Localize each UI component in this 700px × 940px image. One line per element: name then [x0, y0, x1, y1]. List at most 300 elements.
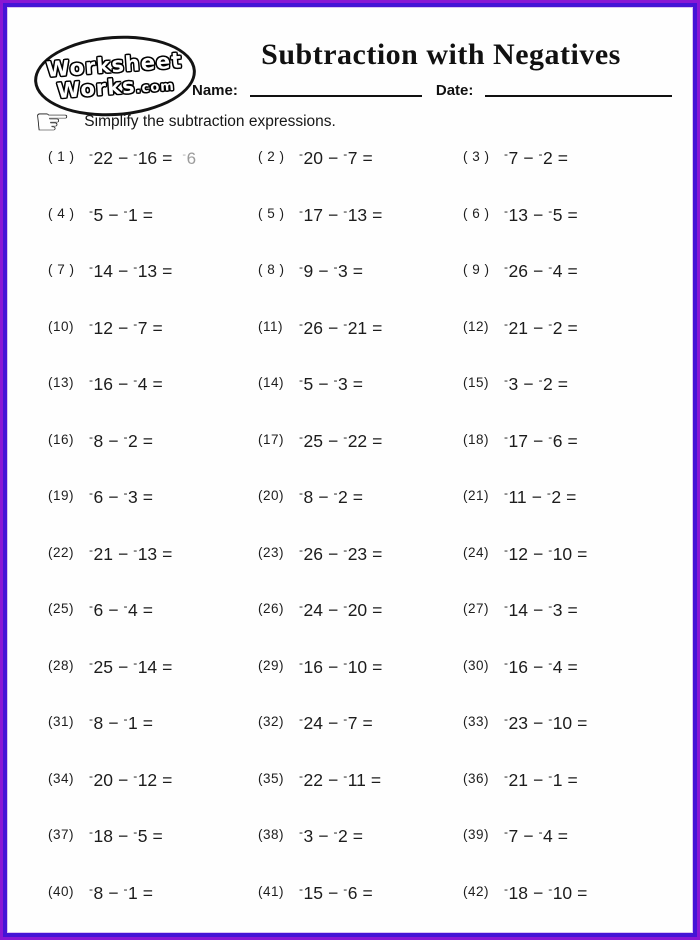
minuend: 24: [303, 713, 323, 733]
negative-sign: -: [299, 599, 303, 613]
problem-expression: [299, 543, 382, 565]
minuend: 22: [303, 769, 323, 790]
minus-operator: −: [318, 374, 329, 394]
subtrahend: 4: [127, 600, 138, 620]
problem: [463, 540, 684, 597]
problem-number: (21): [463, 488, 490, 503]
minuend: 21: [508, 317, 528, 338]
subtrahend: 2: [552, 317, 563, 338]
negative-sign: -: [299, 147, 303, 161]
problem-number: (28): [48, 657, 75, 673]
problem-number: (20): [258, 488, 285, 503]
negative-sign: -: [343, 429, 348, 444]
minuend: 16: [93, 374, 113, 394]
problem-number: (29): [258, 657, 285, 673]
subtrahend: 14: [137, 656, 158, 677]
subtrahend: 2: [337, 487, 348, 507]
negative-sign: -: [299, 542, 303, 557]
negative-sign: -: [299, 881, 303, 896]
negative-sign: -: [299, 316, 303, 331]
equals-sign: =: [142, 204, 153, 225]
problem-number: (37): [48, 827, 75, 842]
subtrahend: 10: [552, 713, 573, 733]
negative-sign: -: [299, 655, 303, 670]
minus-operator: −: [108, 487, 119, 507]
negative-sign: -: [133, 768, 138, 783]
problem: [463, 314, 684, 371]
problem: [48, 822, 258, 879]
subtrahend: 6: [552, 430, 563, 451]
negative-sign: -: [504, 768, 508, 783]
minus-operator: −: [108, 882, 119, 903]
negative-sign: -: [343, 147, 348, 161]
equals-sign: =: [362, 148, 373, 168]
subtrahend: 23: [347, 543, 368, 564]
equals-sign: =: [142, 430, 153, 451]
logo-line1: Worksheet: [45, 47, 183, 82]
equals-sign: =: [370, 769, 382, 790]
problem: [48, 144, 258, 201]
name-label: Name:: [192, 82, 238, 99]
equals-sign: =: [577, 543, 588, 564]
equals-sign: =: [567, 769, 578, 790]
minus-operator: −: [318, 487, 329, 507]
subtrahend: 7: [347, 148, 358, 168]
problem: [48, 540, 258, 597]
problem-expression: [299, 656, 382, 678]
subtrahend: 5: [137, 826, 148, 846]
problem-expression: [89, 825, 163, 847]
minuend: 8: [93, 430, 104, 451]
negative-sign: -: [133, 147, 138, 161]
problem: [48, 427, 258, 484]
negative-sign: -: [299, 825, 303, 839]
negative-sign: -: [504, 712, 508, 726]
minuend: 16: [508, 656, 528, 677]
problem-number: (39): [463, 827, 490, 842]
subtrahend: 1: [127, 713, 138, 733]
problem-number: (33): [463, 714, 490, 729]
minuend: 8: [303, 487, 314, 507]
answer-value: 6: [186, 149, 197, 168]
minus-operator: −: [523, 148, 534, 168]
equals-sign: =: [567, 317, 578, 338]
problem-number: (26): [258, 601, 285, 616]
problem-number: (17): [258, 431, 285, 447]
minuend: 26: [303, 543, 323, 564]
minus-operator: −: [108, 204, 119, 225]
problem: [463, 201, 684, 258]
problem-expression: [89, 260, 172, 282]
equals-sign: =: [142, 487, 153, 507]
problem: [48, 653, 258, 710]
problem-expression: [504, 260, 578, 282]
negative-sign: -: [343, 203, 348, 218]
negative-sign: -: [504, 486, 508, 500]
problem-expression: [504, 486, 576, 508]
subtrahend: 4: [137, 374, 148, 394]
negative-sign: -: [133, 316, 138, 331]
subtrahend: 6: [347, 882, 358, 903]
minuend: 21: [508, 769, 528, 790]
problem-expression: [504, 147, 568, 169]
negative-sign: -: [89, 655, 93, 670]
minus-operator: −: [532, 882, 544, 903]
problem: [258, 483, 463, 540]
equals-sign: =: [577, 713, 588, 733]
subtrahend: 13: [347, 204, 368, 225]
problem-expression: [504, 204, 578, 226]
subtrahend: 3: [127, 487, 138, 507]
negative-sign: -: [133, 542, 138, 557]
negative-sign: -: [504, 825, 508, 839]
problem: [258, 201, 463, 258]
negative-sign: -: [133, 373, 138, 387]
problem-number: (13): [48, 375, 75, 390]
problem-number: (27): [463, 601, 490, 616]
problem-expression: [299, 825, 363, 847]
problem-number: (19): [48, 488, 75, 503]
problem: [48, 709, 258, 766]
negative-sign: -: [538, 825, 543, 839]
problem: [258, 427, 463, 484]
problem-expression: [299, 769, 381, 791]
minuend: 20: [303, 148, 323, 168]
problem-expression: [299, 712, 373, 734]
minus-operator: −: [117, 769, 129, 790]
negative-sign: -: [89, 203, 93, 218]
name-date-row: [192, 82, 672, 99]
problem-number: ( 4 ): [48, 205, 75, 221]
negative-sign: -: [89, 881, 93, 896]
problem: [463, 822, 684, 879]
equals-sign: =: [142, 600, 153, 620]
problem: [463, 483, 684, 540]
minus-operator: −: [327, 543, 339, 564]
minus-operator: −: [327, 600, 339, 620]
minus-operator: −: [117, 148, 129, 168]
problem: [48, 257, 258, 314]
minuend: 24: [303, 600, 323, 620]
minuend: 14: [508, 600, 528, 620]
negative-sign: -: [504, 881, 508, 896]
negative-sign: -: [89, 825, 93, 839]
subtrahend: 13: [137, 261, 158, 281]
problem-expression: [299, 373, 363, 395]
negative-sign: -: [333, 825, 338, 839]
equals-sign: =: [557, 374, 568, 394]
subtrahend: 3: [337, 374, 348, 394]
problem-number: ( 2 ): [258, 149, 285, 164]
problem-expression: [89, 712, 153, 734]
subtrahend: 10: [347, 656, 368, 677]
minuend: 12: [508, 543, 528, 564]
problem: [258, 314, 463, 371]
problem-number: (31): [48, 714, 75, 729]
instruction-row: [33, 101, 672, 142]
negative-sign: -: [89, 712, 93, 726]
equals-sign: =: [372, 543, 383, 564]
problem: [48, 314, 258, 371]
subtrahend: 10: [552, 882, 573, 903]
negative-sign: -: [504, 147, 508, 161]
negative-sign: -: [133, 260, 138, 274]
problem-expression: [299, 882, 373, 904]
minus-operator: −: [117, 374, 129, 394]
minuend: 21: [93, 543, 113, 564]
equals-sign: =: [567, 600, 578, 620]
negative-sign: -: [548, 655, 553, 670]
negative-sign: -: [343, 712, 348, 726]
problem-expression: [89, 656, 172, 678]
negative-sign: -: [504, 542, 508, 557]
handwritten-answer: [182, 149, 196, 168]
negative-sign: -: [548, 599, 553, 613]
equals-sign: =: [567, 430, 578, 451]
problem-expression: [89, 430, 153, 452]
subtrahend: 22: [347, 430, 368, 451]
problem: [258, 257, 463, 314]
negative-sign: -: [538, 147, 543, 161]
name-line: [250, 83, 422, 97]
minus-operator: −: [327, 713, 339, 733]
problem-expression: [504, 825, 568, 847]
minus-operator: −: [327, 317, 339, 338]
equals-sign: =: [372, 430, 383, 451]
negative-sign: -: [548, 712, 553, 726]
minus-operator: −: [327, 769, 339, 790]
minuend: 25: [303, 430, 323, 451]
minus-operator: −: [327, 882, 339, 903]
negative-sign: -: [548, 260, 553, 274]
subtrahend: 5: [552, 204, 563, 225]
minuend: 5: [93, 204, 104, 225]
negative-sign: -: [548, 316, 553, 331]
equals-sign: =: [142, 713, 153, 733]
problem: [258, 653, 463, 710]
equals-sign: =: [352, 261, 363, 281]
pointing-hand-icon: ☞: [33, 101, 71, 142]
equals-sign: =: [362, 713, 373, 733]
problem: [258, 370, 463, 427]
minus-operator: −: [117, 826, 129, 846]
problem: [258, 879, 463, 934]
minus-operator: −: [108, 430, 119, 451]
equals-sign: =: [566, 487, 577, 507]
negative-sign: -: [343, 655, 348, 670]
problems-grid: [48, 144, 684, 933]
negative-sign: -: [123, 881, 128, 896]
problem: [258, 709, 463, 766]
problem-expression: [504, 712, 587, 734]
equals-sign: =: [162, 148, 173, 168]
problem: [258, 596, 463, 653]
negative-sign: -: [548, 768, 553, 783]
minus-operator: −: [108, 600, 119, 620]
problem-number: ( 9 ): [463, 262, 490, 277]
negative-sign: -: [504, 655, 508, 670]
problem-expression: [89, 543, 172, 565]
problem: [258, 766, 463, 823]
minus-operator: −: [523, 826, 534, 846]
subtrahend: 3: [552, 600, 563, 620]
equals-sign: =: [557, 826, 568, 846]
problem-expression: [299, 317, 382, 339]
minus-operator: −: [532, 261, 544, 281]
subtrahend: 2: [127, 430, 138, 451]
negative-sign: -: [548, 542, 553, 557]
minuend: 26: [508, 261, 528, 281]
minuend: 7: [508, 148, 519, 168]
negative-sign: -: [343, 542, 348, 557]
problem-number: (40): [48, 883, 75, 899]
equals-sign: =: [372, 656, 383, 677]
negative-sign: -: [333, 373, 338, 387]
problem-expression: [89, 147, 196, 169]
negative-sign: -: [538, 373, 543, 387]
negative-sign: -: [343, 768, 348, 783]
minus-operator: −: [327, 430, 339, 451]
equals-sign: =: [567, 261, 578, 281]
negative-sign: -: [89, 429, 93, 444]
negative-sign: -: [548, 203, 553, 218]
minuend: 25: [93, 656, 113, 677]
minuend: 9: [303, 261, 314, 281]
problem: [48, 370, 258, 427]
negative-sign: -: [123, 203, 128, 218]
equals-sign: =: [152, 826, 163, 846]
minuend: 18: [93, 826, 113, 846]
negative-sign: -: [89, 768, 93, 783]
minuend: 5: [303, 374, 314, 394]
subtrahend: 1: [127, 882, 138, 903]
negative-sign: -: [299, 203, 303, 218]
subtrahend: 1: [552, 769, 563, 790]
problem: [463, 709, 684, 766]
date-label: Date:: [435, 82, 474, 99]
minus-operator: −: [532, 656, 544, 677]
problem-expression: [504, 543, 587, 565]
problem: [463, 766, 684, 823]
problem-number: (18): [463, 431, 490, 447]
problem-number: (35): [258, 770, 285, 786]
minuend: 26: [303, 317, 323, 338]
negative-sign: -: [504, 316, 508, 331]
page-title: Subtraction with Negatives: [261, 38, 621, 71]
equals-sign: =: [352, 826, 363, 846]
minuend: 13: [508, 204, 528, 225]
minuend: 17: [508, 430, 528, 451]
problem-number: ( 3 ): [463, 149, 490, 164]
negative-sign: -: [504, 203, 508, 218]
negative-sign: -: [546, 486, 551, 500]
subtrahend: 21: [347, 317, 368, 338]
equals-sign: =: [567, 656, 578, 677]
problem-expression: [89, 486, 153, 508]
minus-operator: −: [117, 656, 129, 677]
problem: [463, 144, 684, 201]
minus-operator: −: [117, 261, 129, 281]
minus-operator: −: [117, 317, 129, 338]
problem-expression: [89, 373, 163, 395]
equals-sign: =: [162, 656, 173, 677]
negative-sign: -: [299, 486, 303, 500]
negative-sign: -: [89, 542, 93, 557]
problem-expression: [504, 373, 568, 395]
minus-operator: −: [532, 204, 544, 225]
problem-expression: [504, 882, 587, 904]
problem-expression: [299, 486, 363, 508]
negative-sign: -: [182, 149, 187, 161]
problem-number: (12): [463, 318, 490, 334]
problem-number: (24): [463, 544, 490, 560]
problem: [463, 879, 684, 934]
subtrahend: 16: [137, 148, 158, 168]
worksheet-page: [7, 7, 693, 933]
problem: [258, 540, 463, 597]
problem-number: (23): [258, 544, 285, 560]
subtrahend: 13: [137, 543, 158, 564]
minus-operator: −: [523, 374, 534, 394]
problem: [48, 483, 258, 540]
minuend: 6: [93, 600, 104, 620]
minus-operator: −: [531, 487, 542, 507]
equals-sign: =: [142, 882, 153, 903]
problem-expression: [504, 769, 578, 791]
negative-sign: -: [123, 712, 128, 726]
minuend: 8: [93, 882, 104, 903]
equals-sign: =: [557, 148, 568, 168]
problem-expression: [299, 147, 373, 169]
minuend: 22: [93, 148, 113, 168]
negative-sign: -: [89, 373, 93, 387]
minus-operator: −: [117, 543, 129, 564]
problem-expression: [89, 769, 172, 791]
subtrahend: 4: [542, 826, 553, 846]
minus-operator: −: [532, 713, 544, 733]
negative-sign: -: [343, 316, 348, 331]
minus-operator: −: [327, 148, 339, 168]
problem-expression: [504, 599, 578, 621]
problem-number: ( 5 ): [258, 205, 285, 221]
negative-sign: -: [343, 881, 348, 896]
problem-number: ( 1 ): [48, 149, 75, 164]
problem-number: (10): [48, 318, 75, 334]
negative-sign: -: [333, 260, 338, 274]
minus-operator: −: [532, 317, 544, 338]
equals-sign: =: [352, 374, 363, 394]
negative-sign: -: [133, 655, 138, 670]
problem-number: ( 8 ): [258, 262, 285, 277]
problem: [463, 653, 684, 710]
minus-operator: −: [532, 430, 544, 451]
equals-sign: =: [152, 317, 163, 338]
subtrahend: 7: [137, 317, 148, 338]
negative-sign: -: [299, 768, 303, 783]
negative-sign: -: [333, 486, 338, 500]
problem: [48, 201, 258, 258]
negative-sign: -: [89, 599, 93, 613]
minuend: 16: [303, 656, 323, 677]
subtrahend: 4: [552, 261, 563, 281]
subtrahend: 20: [347, 600, 368, 620]
subtrahend: 4: [552, 656, 563, 677]
problem: [48, 596, 258, 653]
minuend: 15: [303, 882, 323, 903]
problem: [48, 879, 258, 934]
subtrahend: 1: [127, 204, 138, 225]
problem-expression: [504, 317, 578, 339]
